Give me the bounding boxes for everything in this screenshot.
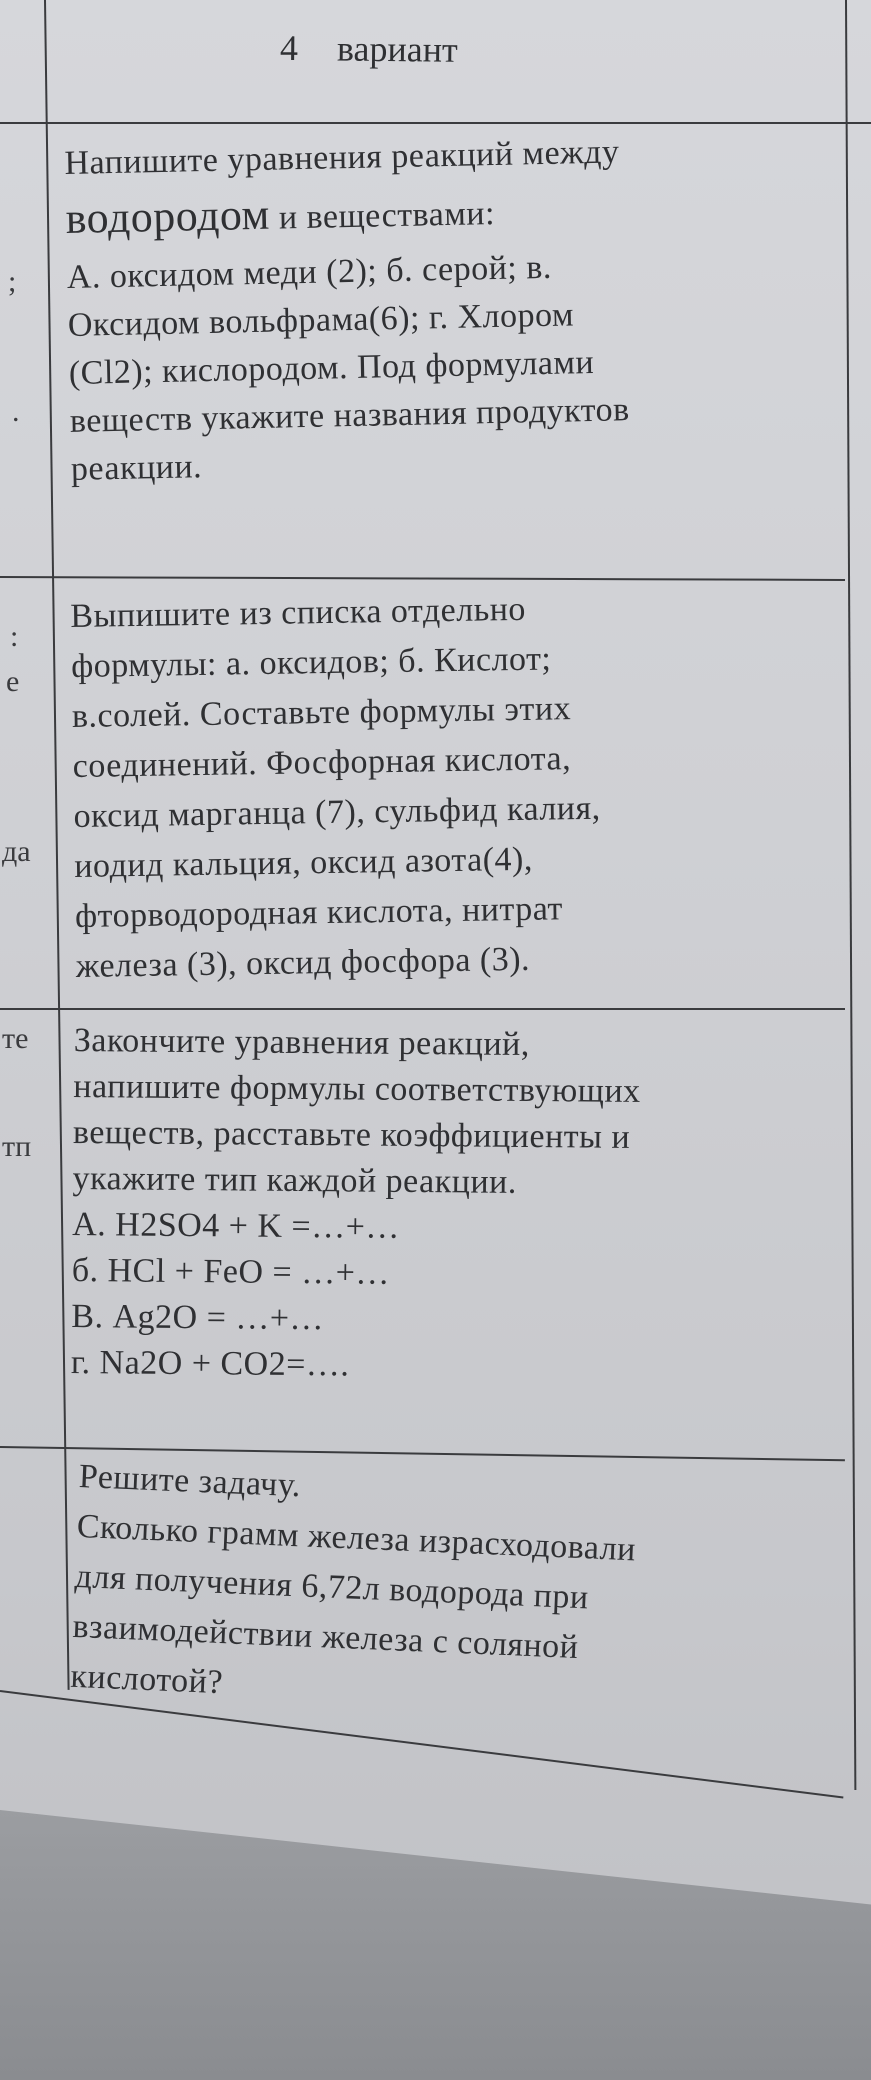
row-divider-2 (0, 1008, 845, 1010)
task-4-text (70, 1452, 640, 1725)
task-1-line: А. оксидом меди (2); б. серой; в. (66, 248, 553, 296)
left-fragment: ; (8, 265, 17, 298)
task-3-line: напишите формулы соответствующих (73, 1067, 641, 1110)
task-4-line: для получения 6,72л водорода при (74, 1557, 590, 1617)
task-2-text (70, 584, 603, 992)
task-1-line-rest: и веществами: (269, 194, 496, 237)
task-2-line: в.солей. Составьте формулы этих (71, 690, 572, 735)
variant-header (280, 27, 488, 71)
task-1-line: Оксидом вольфрама(6); г. Хлором (67, 296, 575, 344)
task-3-line: Закончите уравнения реакций, (73, 1021, 530, 1063)
task-2-line: железа (3), оксид фосфора (3). (75, 940, 531, 985)
task-3-text (71, 1018, 641, 1391)
task-4-line: взаимодействии железа с соляной (71, 1607, 580, 1667)
left-fragment: : (10, 620, 19, 653)
task-1-line (65, 176, 626, 254)
task-4-line: кислотой? (69, 1657, 224, 1702)
task-3-line: веществ, расставьте коэффициенты и (72, 1113, 631, 1156)
task-2-line: фторводородная кислота, нитрат (74, 890, 564, 935)
left-fragment: . (12, 395, 20, 428)
task-1-line: веществ укажите названия продуктов (69, 391, 630, 440)
left-fragment: да (2, 835, 31, 868)
equation-b: б. HCl + FeO = …+… (71, 1251, 391, 1292)
task-1-line: (Cl2); кислородом. Под формулами (68, 343, 595, 392)
task-2-line: оксид марганца (7), сульфид калия, (73, 789, 601, 835)
task-1-line: реакции. (70, 448, 203, 488)
task-2-line: соединений. Фосфорная кислота, (72, 740, 572, 785)
task-1-text (64, 128, 631, 494)
variant-word: вариант (336, 28, 458, 70)
task-1-emphasis: водородом (65, 189, 271, 243)
equation-a: А. H2SO4 + K =…+… (72, 1205, 401, 1246)
row-divider-header (0, 122, 871, 124)
task-4-line: Решите задачу. (78, 1457, 302, 1505)
variant-number: 4 (279, 27, 299, 69)
task-4-line: Сколько грамм железа израсходовали (76, 1507, 637, 1569)
left-fragment: тп (2, 1130, 32, 1163)
task-1-line: Напишите уравнения реакций между (64, 133, 620, 182)
left-fragment: е (6, 665, 20, 698)
equation-d: г. Na2O + CO2=…. (70, 1343, 350, 1384)
task-3-line: укажите тип каждой реакции. (72, 1159, 518, 1201)
equation-c: В. Ag2O = …+… (71, 1297, 325, 1338)
left-fragment: те (2, 1022, 29, 1055)
task-2-line: формулы: а. оксидов; б. Кислот; (70, 640, 552, 685)
task-2-line: иодид кальция, оксид азота(4), (74, 840, 534, 885)
task-2-line: Выпишите из списка отдельно (70, 590, 527, 635)
